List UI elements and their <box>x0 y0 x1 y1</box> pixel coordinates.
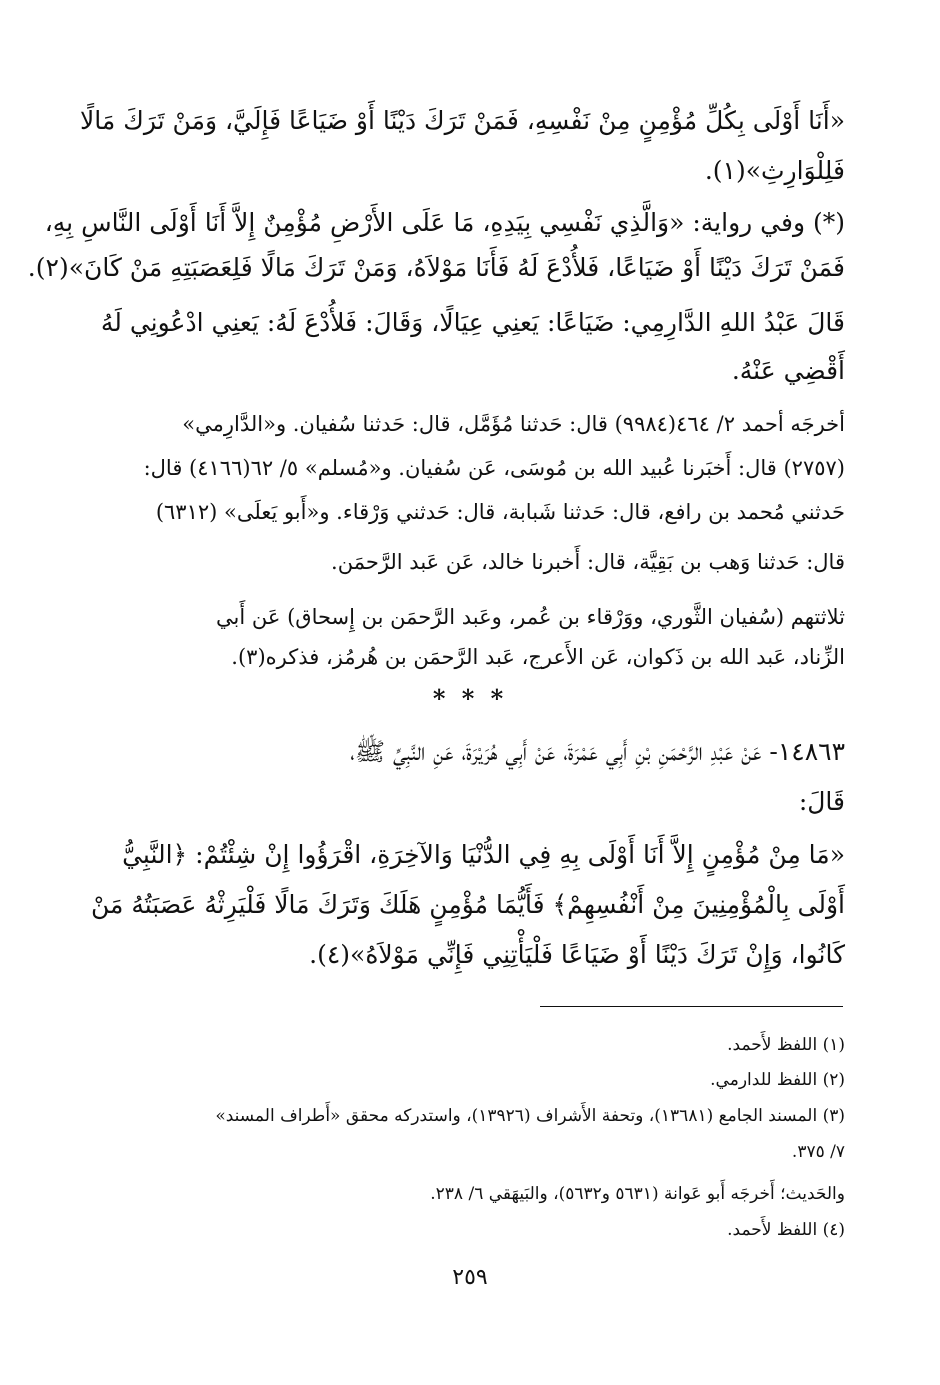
hadith-heading-line: ١٤٨٦٣- عَنْ عَبْدِ الرَّحْمَنِ بْنِ أَبِي عَمْرَةَ، عَنْ أَبِي هُرَيْرَةَ، عَنِ النَّبِيِّ ﷺ، <box>350 737 845 766</box>
narration-variant-line: (*) وفي رواية: «وَالَّذِي نَفْسِي بِيَدِهِ، مَا عَلَى الأَرْضِ مُؤْمِنٌ إِلاَّ أَنَا أَوْلَى النَّاسِ بِهِ، <box>44 208 845 237</box>
page-number: ٢٥٩ <box>452 1265 488 1290</box>
footnote: والحَديث؛ أَخرجَه أَبو عَوانة (٥٦٣١ و٥٦٣٢)، والبَيهَقي ٦/ ٢٣٨. <box>430 1184 845 1204</box>
hadith-text-line: «مَا مِنْ مُؤْمِنٍ إِلاَّ أَنَا أَوْلَى بِهِ فِي الدُّنْيَا وَالآخِرَةِ، اقْرَؤُوا إِنْ شِئْتُمْ: ﴿النَّبِيُّ <box>122 840 845 869</box>
footnote-divider <box>540 1006 843 1007</box>
darimi-comment-line: قَالَ عَبْدُ اللهِ الدَّارِمِي: ضَيَاعًا: يَعنِي عِيَالًا، وَقَالَ: فَلأُدْعَ لَهُ: يَعنِي ادْعُونِي لَهُ <box>100 308 845 337</box>
takhrij-line: قال: حَدثنا وَهب بن بَقِيَّة، قال: أَخبرنا خالد، عَن عَبد الرَّحمَن. <box>331 550 845 574</box>
footnote: ٧/ ٣٧٥. <box>791 1142 845 1162</box>
footnote: (٢) اللفظ للدارمي. <box>710 1070 845 1090</box>
chain-summary-line: الزِّناد، عَبد الله بن ذَكوان، عَن الأَعرج، عَبد الرَّحمَن بن هُرمُز، فذكره(٣). <box>231 645 845 669</box>
takhrij-line: أخرجَه أحمد ٢/ ٤٦٤(٩٩٨٤) قال: حَدثنا مُؤَمَّل، قال: حَدثنا سُفيان. و«الدَّارِمي» <box>182 412 845 436</box>
hadith-text-line: فَلِلْوَارِثِ»(١). <box>704 156 845 185</box>
hadith-text-line: كَانُوا، وَإِنْ تَرَكَ دَيْنًا أَوْ ضَيَاعًا فَلْيَأْتِنِي فَإِنِّي مَوْلاَهُ»(٤). <box>309 940 845 969</box>
narration-variant-line: فَمَنْ تَرَكَ دَيْنًا أَوْ ضَيَاعًا، فَلأُدْعَ لَهُ فَأَنَا مَوْلاَهُ، وَمَنْ تَرَكَ مَالًا فَلِعَصَبَتِهِ مَنْ كَانَ»(٢). <box>27 253 845 282</box>
chain-summary-line: ثلاثتهم (سُفيان الثَّوري، ووَرْقاء بن عُمر، وعَبد الرَّحمَن بن إِسحاق) عَن أَبي <box>216 605 845 629</box>
hadith-heading-line: قَالَ: <box>798 787 845 816</box>
footnote: (٣) المسند الجامع (١٣٦٨١)، وتحفة الأَشراف (١٣٩٢٦)، واستدركه محقق «أَطراف المسند» <box>215 1106 845 1126</box>
hadith-text-line: أَوْلَى بِالْمُؤْمِنِينَ مِنْ أَنْفُسِهِمْ﴾ فَأَيُّمَا مُؤْمِنٍ هَلَكَ وَتَرَكَ مَالًا فَلْيَرِثْهُ عَصَبَتُهُ مَنْ <box>90 890 845 919</box>
takhrij-line: حَدثني مُحمد بن رافع، قال: حَدثنا شَبابة، قال: حَدثني وَرْقاء. و«أَبو يَعلَى» (٦٣١٢) <box>155 500 845 524</box>
section-separator: * * * <box>432 684 508 713</box>
footnote: (٤) اللفظ لأَحمد. <box>727 1220 845 1240</box>
hadith-text-line: «أَنَا أَوْلَى بِكُلِّ مُؤْمِنٍ مِنْ نَفْسِهِ، فَمَنْ تَرَكَ دَيْنًا أَوْ ضَيَاعًا فَإِلَيَّ، وَمَنْ تَرَكَ مَالًا <box>80 106 845 135</box>
footnote: (١) اللفظ لأَحمد. <box>727 1035 845 1055</box>
darimi-comment-line: أَقْضِي عَنْهُ. <box>731 356 845 385</box>
takhrij-line: (٢٧٥٧) قال: أَخبَرنا عُبيد الله بن مُوسَى، عَن سُفيان. و«مُسلم» ٥/ ٦٢(٤١٦٦) قال: <box>143 456 845 480</box>
